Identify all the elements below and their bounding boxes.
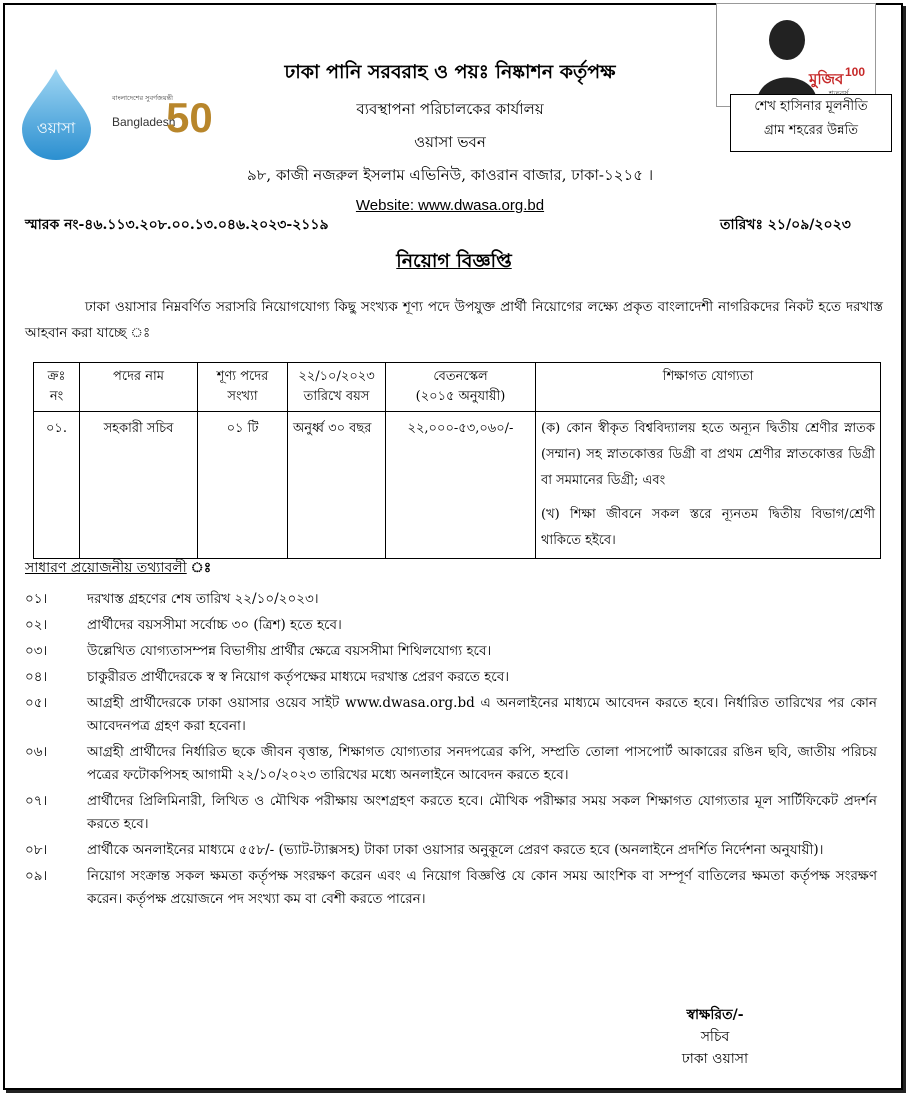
general-info-title bbox=[25, 556, 211, 580]
logo50-number: 50 bbox=[166, 94, 213, 141]
slogan-line-1: শেখ হাসিনার মূলনীতি bbox=[754, 99, 868, 114]
list-item bbox=[25, 666, 877, 689]
office-name: ব্যবস্থাপনা পরিচালকের কার্যালয় bbox=[356, 100, 544, 118]
cell-age: অনুর্ধ্ব ৩০ বছর bbox=[288, 412, 386, 559]
item-text: প্রার্থীদের বয়সসীমা সর্বোচ্চ ৩০ (ত্রিশ) হতে হবে। bbox=[87, 617, 342, 633]
item-number: ০৫। bbox=[25, 695, 48, 711]
logo-text: ওয়াসা bbox=[36, 119, 76, 137]
item-number: ০৭। bbox=[25, 793, 48, 809]
signatory-organization: ঢাকা ওয়াসা bbox=[681, 1051, 749, 1067]
item-number: ০১। bbox=[25, 591, 48, 607]
col-age-line-2: তারিখে বয়স bbox=[303, 389, 370, 404]
logo50-small-text: বাংলাদেশের সুবর্ণজয়ন্তী bbox=[112, 94, 173, 102]
slogan-box bbox=[730, 94, 892, 152]
item-number: ০৯। bbox=[25, 868, 48, 884]
building-name: ওয়াসা ভবন bbox=[414, 133, 486, 151]
col-age-line-1: ২২/১০/২০২৩ bbox=[298, 369, 375, 384]
cell-qualification bbox=[536, 412, 881, 559]
item-text: প্রার্থীদের প্রিলিমিনারী, লিখিত ও মৌখিক পরীক্ষায় অংশগ্রহণ করতে হবে। মৌখিক পরীক্ষার সময় সকল শিক্ষাগত যোগ্যতার মূল সার্টিফিকেট প্রদর্শন করতে হবে। bbox=[87, 793, 877, 832]
col-age bbox=[288, 363, 386, 412]
qualification-b: (খ) শিক্ষা জীবনে সকল স্তরে ন্যূনতম দ্বিতীয় বিভাগ/শ্রেণী থাকিতে হইবে। bbox=[541, 507, 875, 548]
col-pay-scale bbox=[386, 363, 536, 412]
slogan-line-2: গ্রাম শহরের উন্নতি bbox=[763, 123, 859, 138]
website-link[interactable]: Website: www.dwasa.org.bd bbox=[355, 197, 545, 214]
mujib-100-logo bbox=[716, 3, 876, 107]
page-title bbox=[0, 247, 908, 279]
general-info-list bbox=[25, 588, 877, 914]
cell-pay-scale: ২২,০০০-৫৩,০৬০/- bbox=[386, 412, 536, 559]
item-number: ০২। bbox=[25, 617, 48, 633]
item-text: চাকুরীরত প্রার্থীদেরকে স্ব স্ব নিয়োগ কর্তৃপক্ষের মাধ্যমে দরখাস্ত প্রেরণ করতে হবে। bbox=[87, 669, 510, 685]
col-pay-line-2: (২০১৫ অনুযায়ী) bbox=[415, 389, 506, 404]
cell-post-name: সহকারী সচিব bbox=[80, 412, 198, 559]
cell-vacancy: ০১ টি bbox=[198, 412, 288, 559]
memo-number: স্মারক নং-৪৬.১১৩.২০৮.০০.১৩.০৪৬.২০২৩-২১১৯ bbox=[25, 217, 329, 233]
item-text: আগ্রহী প্রার্থীদেরকে ঢাকা ওয়াসার ওয়েব সাইট www.dwasa.org.bd এ অনলাইনের মাধ্যমে আবেদন করতে হবে। নির্ধারিত তারিখের পর কোন আবেদনপত্র গ্রহণ করা হবেনা। bbox=[87, 695, 877, 734]
list-item bbox=[25, 839, 877, 862]
issue-date: তারিখঃ ২১/০৯/২০২৩ bbox=[720, 217, 851, 233]
item-number: ০৬। bbox=[25, 744, 48, 760]
qualification-a: (ক) কোন স্বীকৃত বিশ্ববিদ্যালয় হতে অন্যূন দ্বিতীয় শ্রেণীর স্নাতক (সম্মান) সহ স্নাতকোত্তর ডিগ্রী বা প্রথম শ্রেণীর স্নাতকোত্তর ডিগ্রী বা সমমানের ডিগ্রী; এবং bbox=[541, 421, 875, 488]
list-item bbox=[25, 640, 877, 663]
list-item bbox=[25, 614, 877, 637]
col-post-name: পদের নাম bbox=[80, 363, 198, 412]
col-qualification: শিক্ষাগত যোগ্যতা bbox=[536, 363, 881, 412]
address: ৯৮, কাজী নজরুল ইসলাম এভিনিউ, কাওরান বাজার, ঢাকা-১২১৫ । bbox=[246, 166, 654, 184]
list-item bbox=[25, 692, 877, 738]
col-serial: ক্রঃ নং bbox=[34, 363, 80, 412]
signatory-designation: সচিব bbox=[700, 1029, 730, 1045]
general-info-title-suffix: ঃ bbox=[186, 560, 212, 576]
letterhead bbox=[200, 58, 700, 214]
item-text: নিয়োগ সংক্রান্ত সকল ক্ষমতা কর্তৃপক্ষ সংরক্ষণ করেন এবং এ নিয়োগ বিজ্ঞপ্তি যে কোন সময় আংশিক বা সম্পূর্ণ বাতিলের ক্ষমতা কর্তৃপক্ষ সংরক্ষণ করেন। কর্তৃপক্ষ প্রয়োজনে পদ সংখ্যা কম বা বেশী করতে পারেন। bbox=[87, 868, 877, 907]
item-number: ০৩। bbox=[25, 643, 48, 659]
list-item bbox=[25, 865, 877, 911]
item-text: দরখাস্ত গ্রহণের শেষ তারিখ ২২/১০/২০২৩। bbox=[87, 591, 319, 607]
list-item bbox=[25, 790, 877, 836]
col-pay-line-1: বেতনস্কেল bbox=[433, 369, 488, 384]
signature-block bbox=[660, 1004, 770, 1070]
general-info-title-text: সাধারণ প্রয়োজনীয় তথ্যাবলী bbox=[25, 560, 187, 576]
list-item bbox=[25, 741, 877, 787]
signed-mark: স্বাক্ষরিত/- bbox=[686, 1007, 744, 1023]
item-number: ০৪। bbox=[25, 669, 48, 685]
item-number: ০৮। bbox=[25, 842, 48, 858]
logo50-text: Bangladesh bbox=[112, 115, 176, 129]
dwasa-logo bbox=[19, 67, 94, 162]
item-text: উল্লেখিত যোগ্যতাসম্পন্ন বিভাগীয় প্রার্থীর ক্ষেত্রে বয়সসীমা শিথিলযোগ্য হবে। bbox=[87, 643, 492, 659]
col-vacancy: শূণ্য পদের সংখ্যা bbox=[198, 363, 288, 412]
table-row bbox=[34, 412, 881, 559]
intro-paragraph: ঢাকা ওয়াসার নিম্নবর্ণিত সরাসরি নিয়োগযোগ্য কিছু সংখ্যক শূণ্য পদে উপযুক্ত প্রার্থী নিয়োগের লক্ষ্যে প্রকৃত বাংলাদেশী নাগরিকদের নিকট হতে দরখাস্ত আহবান করা যাচ্ছে ঃ bbox=[25, 299, 883, 341]
item-text: আগ্রহী প্রার্থীদের নির্ধারিত ছকে জীবন বৃত্তান্ত, শিক্ষাগত যোগ্যতার সনদপত্রের কপি, সম্প্রতি তোলা পাসপোর্ট আকারের রঙিন ছবি, জাতীয় পরিচয় পত্রের ফটোকপিসহ আগামী ২২/১০/২০২৩ তারিখের মধ্যে অনলাইনে আবেদন করতে হবে। bbox=[87, 744, 877, 783]
item-text: প্রার্থীকে অনলাইনের মাধ্যমে ৫৫৮/- (ভ্যাট-ট্যাক্সসহ) টাকা ঢাকা ওয়াসার অনুকূলে প্রেরণ করতে হবে (অনলাইনে প্রদর্শিত নির্দেশনা অনুযায়ী)। bbox=[87, 842, 824, 858]
organization-name: ঢাকা পানি সরবরাহ ও পয়ঃ নিষ্কাশন কর্তৃপক্ষ bbox=[284, 61, 616, 83]
vacancy-table bbox=[33, 362, 881, 559]
mujib-number: 100 bbox=[845, 65, 866, 79]
mujib-text: মুজিব bbox=[809, 70, 844, 88]
table-header-row bbox=[34, 363, 881, 412]
title-text: নিয়োগ বিজ্ঞপ্তি bbox=[396, 250, 512, 272]
list-item bbox=[25, 588, 877, 611]
cell-serial: ০১. bbox=[34, 412, 80, 559]
